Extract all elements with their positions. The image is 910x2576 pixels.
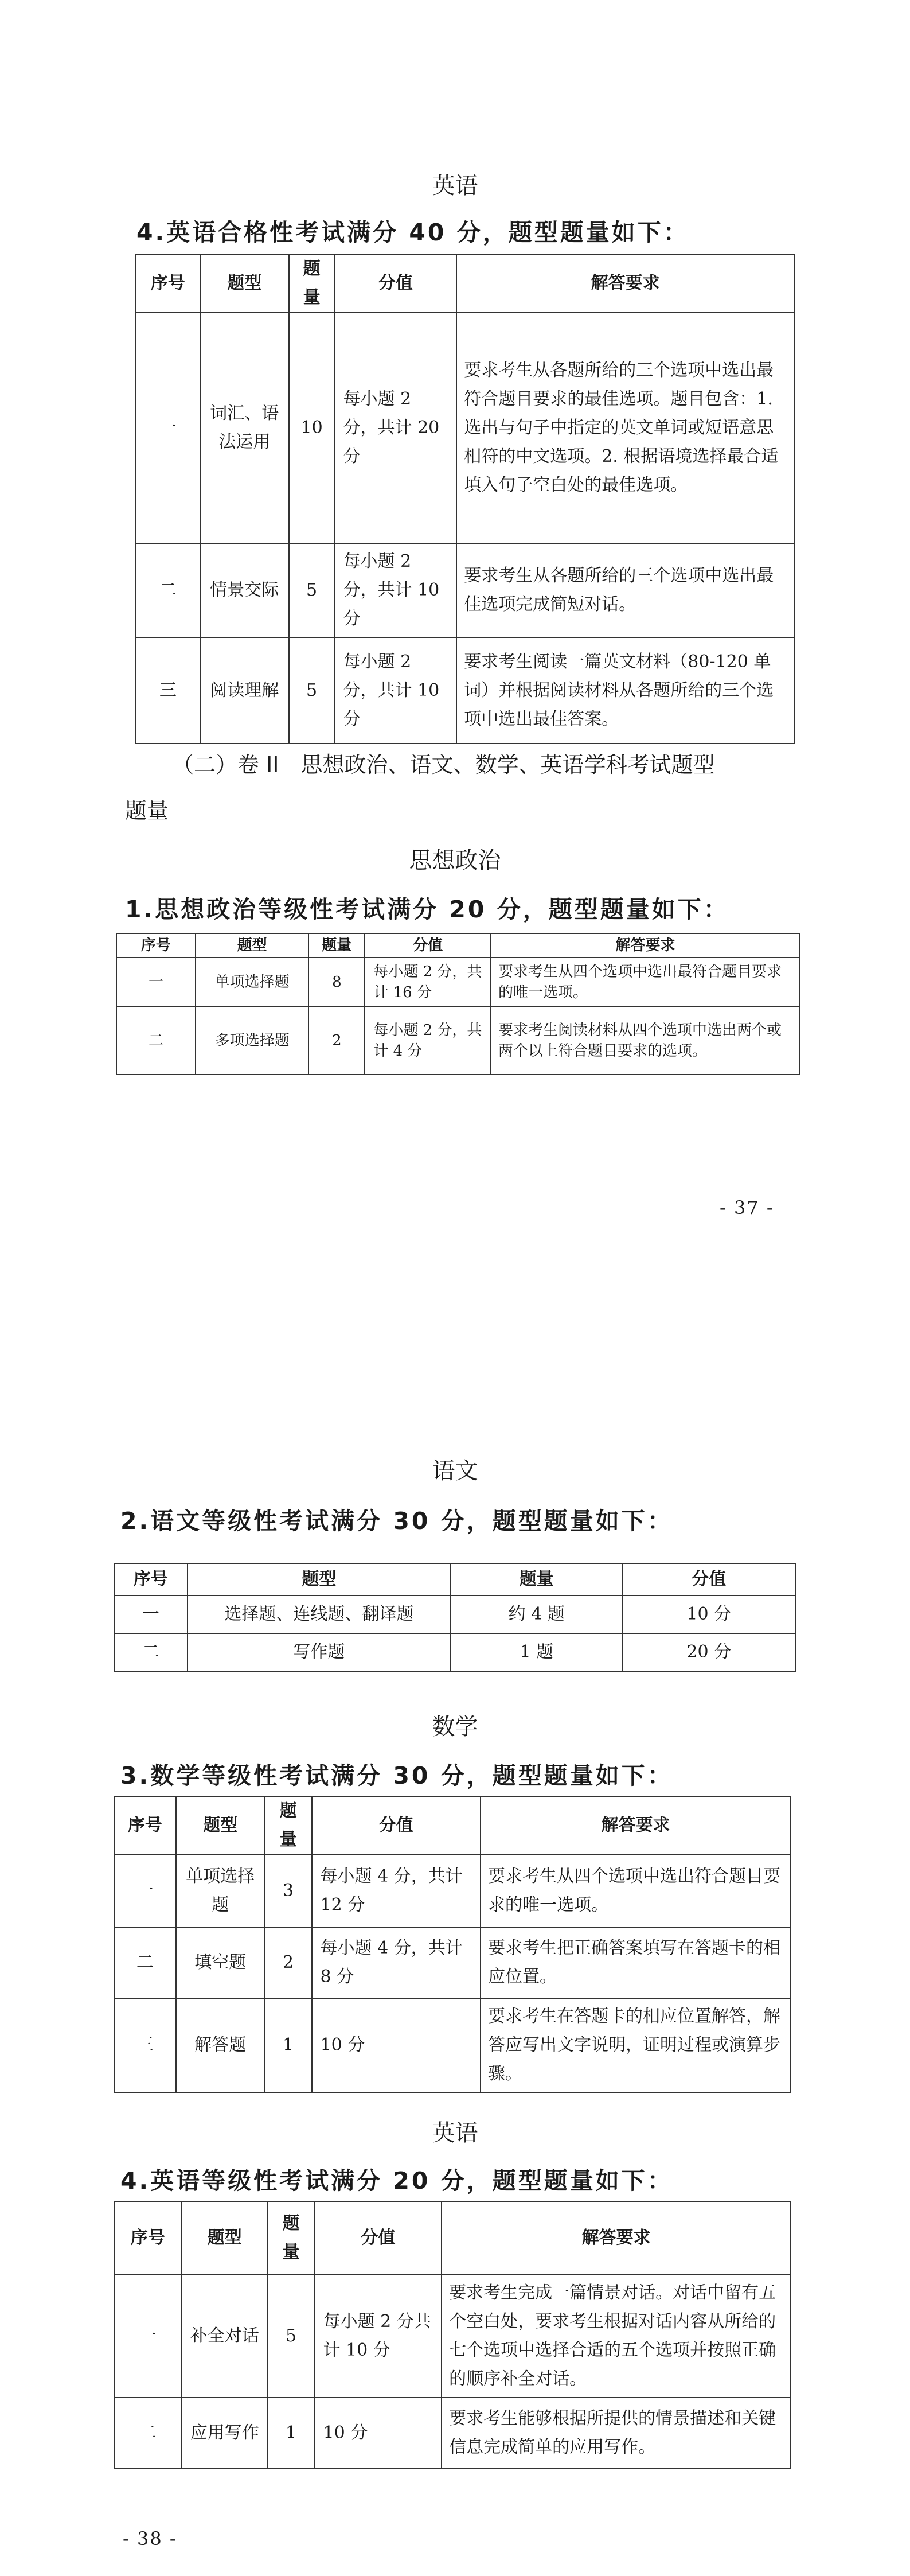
table-row (136, 543, 794, 637)
table-cell: 每小题 2 分，共计 4 分 (365, 1007, 491, 1075)
table-cell: 每小题 2 分，共计 10 分 (335, 543, 457, 637)
table-cell: 要求考生从四个选项中选出最符合题目要求的唯一选项。 (491, 958, 800, 1007)
table-cell: 选择题、连线题、翻译题 (188, 1596, 451, 1633)
table-cell: 5 (268, 2275, 315, 2398)
table-cell: 要求考生在答题卡的相应位置解答，解答应写出文字说明，证明过程或演算步骤。 (481, 1998, 791, 2092)
table-cell: 要求考生阅读一篇英文材料（80-120 单词）并根据阅读材料从各题所给的三个选项中选出最佳答案。 (456, 637, 794, 744)
header-cell: 题型 (188, 1563, 451, 1596)
math-exam-table (114, 1796, 791, 2093)
table-cell: 阅读理解 (200, 637, 289, 744)
table-row (114, 1596, 795, 1633)
politics-subject-title: 思想政治 (409, 847, 501, 874)
table-cell: 一 (114, 1855, 176, 1927)
table-cell: 二 (114, 2398, 182, 2469)
table-cell: 填空题 (176, 1927, 265, 1998)
table-row (114, 2398, 791, 2469)
header-cell: 题型 (196, 933, 309, 958)
section-heading-line1: （二）卷 II 思想政治、语文、数学、英语学科考试题型 (172, 752, 715, 777)
table-cell: 1 (265, 1998, 312, 2092)
header-cell: 分值 (315, 2201, 442, 2275)
table-cell: 要求考生能够根据所提供的情景描述和关键信息完成简单的应用写作。 (442, 2398, 791, 2469)
table-cell: 二 (116, 1007, 196, 1075)
table-cell: 5 (289, 543, 335, 637)
table-row (114, 2275, 791, 2398)
table-cell: 一 (114, 2275, 182, 2398)
table-cell: 多项选择题 (196, 1007, 309, 1075)
table-cell: 1 (268, 2398, 315, 2469)
table-row (114, 1998, 791, 2092)
table-cell: 10 (289, 313, 335, 543)
header-cell: 序号 (114, 1563, 188, 1596)
table-cell: 解答题 (176, 1998, 265, 2092)
politics-exam-heading: 1.思想政治等级性考试满分 20 分，题型题量如下： (125, 896, 729, 923)
table-cell: 10 分 (312, 1998, 481, 2092)
header-cell: 题量 (308, 933, 365, 958)
politics-exam-table (116, 933, 800, 1075)
table-cell: 一 (136, 313, 200, 543)
table-cell: 单项选择题 (176, 1855, 265, 1927)
table-cell: 每小题 4 分，共计 12 分 (312, 1855, 481, 1927)
table-cell: 词汇、语法运用 (200, 313, 289, 543)
table-cell: 补全对话 (182, 2275, 268, 2398)
table-cell: 每小题 2 分，共计 10 分 (335, 637, 457, 744)
table-cell: 每小题 2 分，共计 16 分 (365, 958, 491, 1007)
english-subject-title: 英语 (432, 173, 478, 199)
table-cell: 要求考生从四个选项中选出符合题目要求的唯一选项。 (481, 1855, 791, 1927)
table-row (136, 313, 794, 543)
header-cell: 解答要求 (491, 933, 800, 958)
header-cell: 分值 (622, 1563, 795, 1596)
header-cell: 题量 (268, 2201, 315, 2275)
table-row (116, 958, 800, 1007)
english-pass-exam-table (135, 254, 795, 744)
header-cell: 题型 (176, 1796, 265, 1855)
table-cell: 要求考生把正确答案填写在答题卡的相应位置。 (481, 1927, 791, 1998)
table-header-row (116, 933, 800, 958)
table-row (114, 1927, 791, 1998)
math-exam-heading: 3.数学等级性考试满分 30 分，题型题量如下： (120, 1762, 673, 1789)
header-cell: 解答要求 (442, 2201, 791, 2275)
table-cell: 约 4 题 (451, 1596, 622, 1633)
page-number: - 38 - (123, 2528, 177, 2550)
table-cell: 10 分 (622, 1596, 795, 1633)
table-cell: 应用写作 (182, 2398, 268, 2469)
header-cell: 序号 (114, 1796, 176, 1855)
table-cell: 二 (136, 543, 200, 637)
table-cell: 一 (116, 958, 196, 1007)
table-cell: 3 (265, 1855, 312, 1927)
table-cell: 1 题 (451, 1633, 622, 1671)
english-pass-exam-heading: 4.英语合格性考试满分 40 分，题型题量如下： (136, 219, 689, 246)
table-header-row (114, 1563, 795, 1596)
table-cell: 二 (114, 1633, 188, 1671)
table-cell: 要求考生阅读材料从四个选项中选出两个或两个以上符合题目要求的选项。 (491, 1007, 800, 1075)
chinese-exam-table (114, 1563, 796, 1672)
header-cell: 序号 (136, 254, 200, 313)
table-row (136, 637, 794, 744)
table-cell: 三 (136, 637, 200, 744)
table-cell: 5 (289, 637, 335, 744)
chinese-subject-title: 语文 (432, 1458, 478, 1484)
table-cell: 单项选择题 (196, 958, 309, 1007)
header-cell: 题量 (451, 1563, 622, 1596)
table-cell: 10 分 (315, 2398, 442, 2469)
table-cell: 2 (308, 1007, 365, 1075)
header-cell: 题型 (182, 2201, 268, 2275)
table-cell: 情景交际 (200, 543, 289, 637)
header-cell: 解答要求 (456, 254, 794, 313)
table-row (114, 1855, 791, 1927)
header-cell: 题量 (289, 254, 335, 313)
header-cell: 序号 (116, 933, 196, 958)
page-number: - 37 - (720, 1197, 774, 1219)
table-cell: 每小题 2 分共计 10 分 (315, 2275, 442, 2398)
section-heading-line2: 题量 (125, 798, 169, 823)
table-cell: 每小题 4 分，共计 8 分 (312, 1927, 481, 1998)
header-cell: 序号 (114, 2201, 182, 2275)
header-cell: 题型 (200, 254, 289, 313)
chinese-exam-heading: 2.语文等级性考试满分 30 分，题型题量如下： (120, 1507, 673, 1535)
table-cell: 8 (308, 958, 365, 1007)
header-cell: 分值 (365, 933, 491, 958)
header-cell: 题量 (265, 1796, 312, 1855)
table-cell: 三 (114, 1998, 176, 2092)
table-cell: 要求考生从各题所给的三个选项中选出最佳选项完成简短对话。 (456, 543, 794, 637)
table-row (116, 1007, 800, 1075)
table-cell: 二 (114, 1927, 176, 1998)
table-row (114, 1633, 795, 1671)
table-header-row (136, 254, 794, 313)
english-level-subject-title: 英语 (432, 2120, 478, 2146)
table-cell: 20 分 (622, 1633, 795, 1671)
table-cell: 要求考生从各题所给的三个选项中选出最符合题目要求的最佳选项。题目包含：1. 选出与句子中指定的英文单词或短语意思相符的中文选项。2. 根据语境选择最合适填入句子空白处的最佳选项。 (456, 313, 794, 543)
math-subject-title: 数学 (432, 1714, 478, 1740)
header-cell: 分值 (335, 254, 457, 313)
english-level-exam-table (114, 2201, 791, 2469)
table-cell: 2 (265, 1927, 312, 1998)
header-cell: 解答要求 (481, 1796, 791, 1855)
table-cell: 写作题 (188, 1633, 451, 1671)
header-cell: 分值 (312, 1796, 481, 1855)
table-cell: 一 (114, 1596, 188, 1633)
table-cell: 每小题 2 分，共计 20 分 (335, 313, 457, 543)
english-level-exam-heading: 4.英语等级性考试满分 20 分，题型题量如下： (120, 2167, 673, 2194)
table-header-row (114, 2201, 791, 2275)
table-cell: 要求考生完成一篇情景对话。对话中留有五个空白处，要求考生根据对话内容从所给的七个选项中选择合适的五个选项并按照正确的顺序补全对话。 (442, 2275, 791, 2398)
table-header-row (114, 1796, 791, 1855)
